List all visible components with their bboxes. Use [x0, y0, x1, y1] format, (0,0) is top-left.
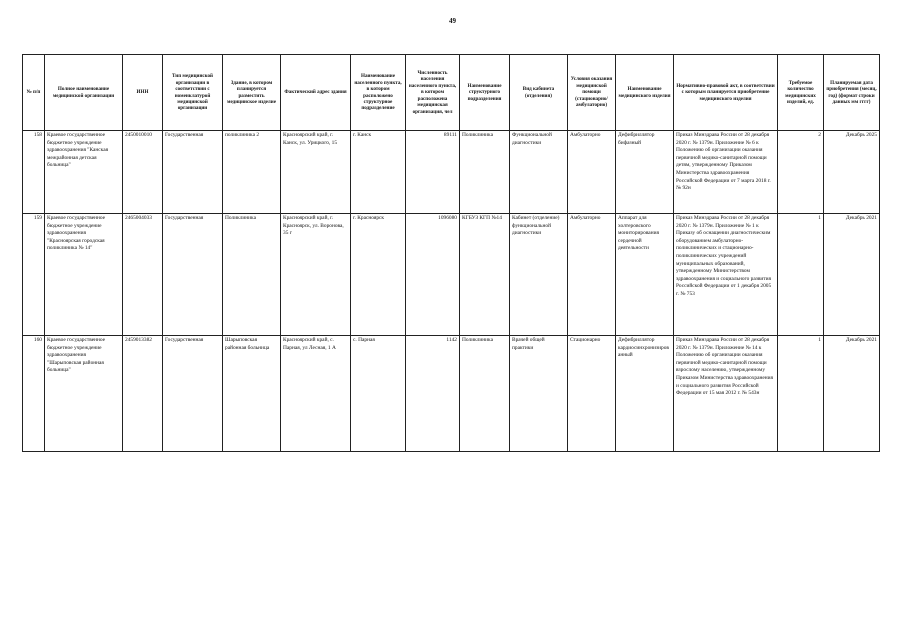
purchase-date: Декабрь 2025	[824, 131, 880, 214]
header-inn: ИНН	[123, 55, 163, 131]
header-num: № п/п	[23, 55, 45, 131]
building: Шарыповская районная больница	[223, 336, 281, 452]
address: Красноярский край, г. Красноярск, ул. Воронова, 35 г	[281, 214, 351, 336]
population: 1096080	[406, 214, 460, 336]
device: Аппарат для холтеровского мониторирования сердечной деятельности	[616, 214, 674, 336]
org-type: Государственная	[163, 214, 223, 336]
header-building: Здание, в котором планируется разместить медицинское изделие	[223, 55, 281, 131]
header-row	[23, 55, 880, 131]
cabinet: Кабинет (отделение) функциональной диагностики	[510, 214, 568, 336]
building: Поликлиника	[223, 214, 281, 336]
locality: г. Красноярск	[351, 214, 406, 336]
population: 1142	[406, 336, 460, 452]
unit: Поликлиника	[460, 336, 510, 452]
purchase-date: Декабрь 2021	[824, 336, 880, 452]
header-address: Фактический адрес здания	[281, 55, 351, 131]
cabinet: Функциональной диагностики	[510, 131, 568, 214]
equipment-table	[22, 54, 880, 452]
inn: 2465004033	[123, 214, 163, 336]
org-type: Государственная	[163, 336, 223, 452]
inn: 2459013382	[123, 336, 163, 452]
org-name: Краевое государственное бюджетное учреждение здравоохранения "Шарыповская районная больница"	[45, 336, 123, 452]
purchase-date: Декабрь 2021	[824, 214, 880, 336]
inn: 2450010010	[123, 131, 163, 214]
header-unit: Наименование структурного подразделения	[460, 55, 510, 131]
header-act: Нормативно-правовой акт, в соответствии с которым планируется приобретение медицинского изделия	[674, 55, 778, 131]
building: поликлиника 2	[223, 131, 281, 214]
locality: г. Канск	[351, 131, 406, 214]
legal-act: Приказ Минздрава России от 28 декабря 2020 г. № 1379н. Приложение № 14 к Положению об организации оказания первичной медико-санитарной помощи взрослому населению, утвержденному Приказом Министерства здравоохранения и социального развития Российской Федерации от 15 мая 2012 г. № 543н	[674, 336, 778, 452]
header-date: Планируемая дата приобретения (месяц, год) (формат строки данных мм гггг)	[824, 55, 880, 131]
org-name: Краевое государственное бюджетное учреждение здравоохранения "Красноярская городская поликлиника № 14"	[45, 214, 123, 336]
row-num: 158	[23, 131, 45, 214]
conditions: Стационарно	[568, 336, 616, 452]
header-cabinet: Вид кабинета (отделения)	[510, 55, 568, 131]
table-row	[23, 131, 880, 214]
device: Дефибриллятор бифазный	[616, 131, 674, 214]
page-number: 49	[449, 17, 456, 25]
unit: КГБУЗ КГП №14	[460, 214, 510, 336]
legal-act: Приказ Минздрава России от 28 декабря 2020 г. № 1379н. Приложение № 6 к Положению об организации оказания первичной медико-санитарной помощи детям, утвержденному Приказом Министерства здравоохранения Российской Федерации от 7 марта 2018 г. № 92н	[674, 131, 778, 214]
header-device: Наименование медицинского изделия	[616, 55, 674, 131]
population: 89111	[406, 131, 460, 214]
quantity: 1	[778, 214, 824, 336]
locality: с. Парная	[351, 336, 406, 452]
address: Красноярский край, с. Парная, ул Лесная, 1 А	[281, 336, 351, 452]
org-name: Краевое государственное бюджетное учреждение здравоохранения "Канская межрайонная детская больница"	[45, 131, 123, 214]
address: Красноярский край, г. Канск, ул. Урицкого, 15	[281, 131, 351, 214]
org-type: Государственная	[163, 131, 223, 214]
row-num: 159	[23, 214, 45, 336]
cabinet: Врачей общей практики	[510, 336, 568, 452]
table-row	[23, 336, 880, 452]
unit: Поликлиника	[460, 131, 510, 214]
header-population: Численность населения населенного пункта, в котором расположена медицинская организация, чел	[406, 55, 460, 131]
header-org-type: Тип медицинской организации в соответствии с номенклатурой медицинской организации	[163, 55, 223, 131]
quantity: 2	[778, 131, 824, 214]
header-conditions: Условия оказания медицинской помощи (стационарно/амбулаторно)	[568, 55, 616, 131]
row-num: 160	[23, 336, 45, 452]
conditions: Амбулаторно	[568, 214, 616, 336]
table-row	[23, 214, 880, 336]
header-locality: Наименование населенного пункта, в котором расположено структурное подразделение	[351, 55, 406, 131]
quantity: 1	[778, 336, 824, 452]
header-org-name: Полное наименование медицинской организации	[45, 55, 123, 131]
conditions: Амбулаторно	[568, 131, 616, 214]
device: Дефибриллятор кардиосинхронизированный	[616, 336, 674, 452]
legal-act: Приказ Минздрава России от 28 декабря 2020 г. № 1379н. Приложение № 1 к Приказу об оснащении диагностическим оборудованием амбулаторно-поликлинических и стационарно-поликлинических учреждений муниципальных образований, утвержденному Министерством здравоохранения и социального развития Российской Федерации от 1 декабря 2005 г. № 753	[674, 214, 778, 336]
header-qty: Требуемое количество медицинских изделий, ед.	[778, 55, 824, 131]
